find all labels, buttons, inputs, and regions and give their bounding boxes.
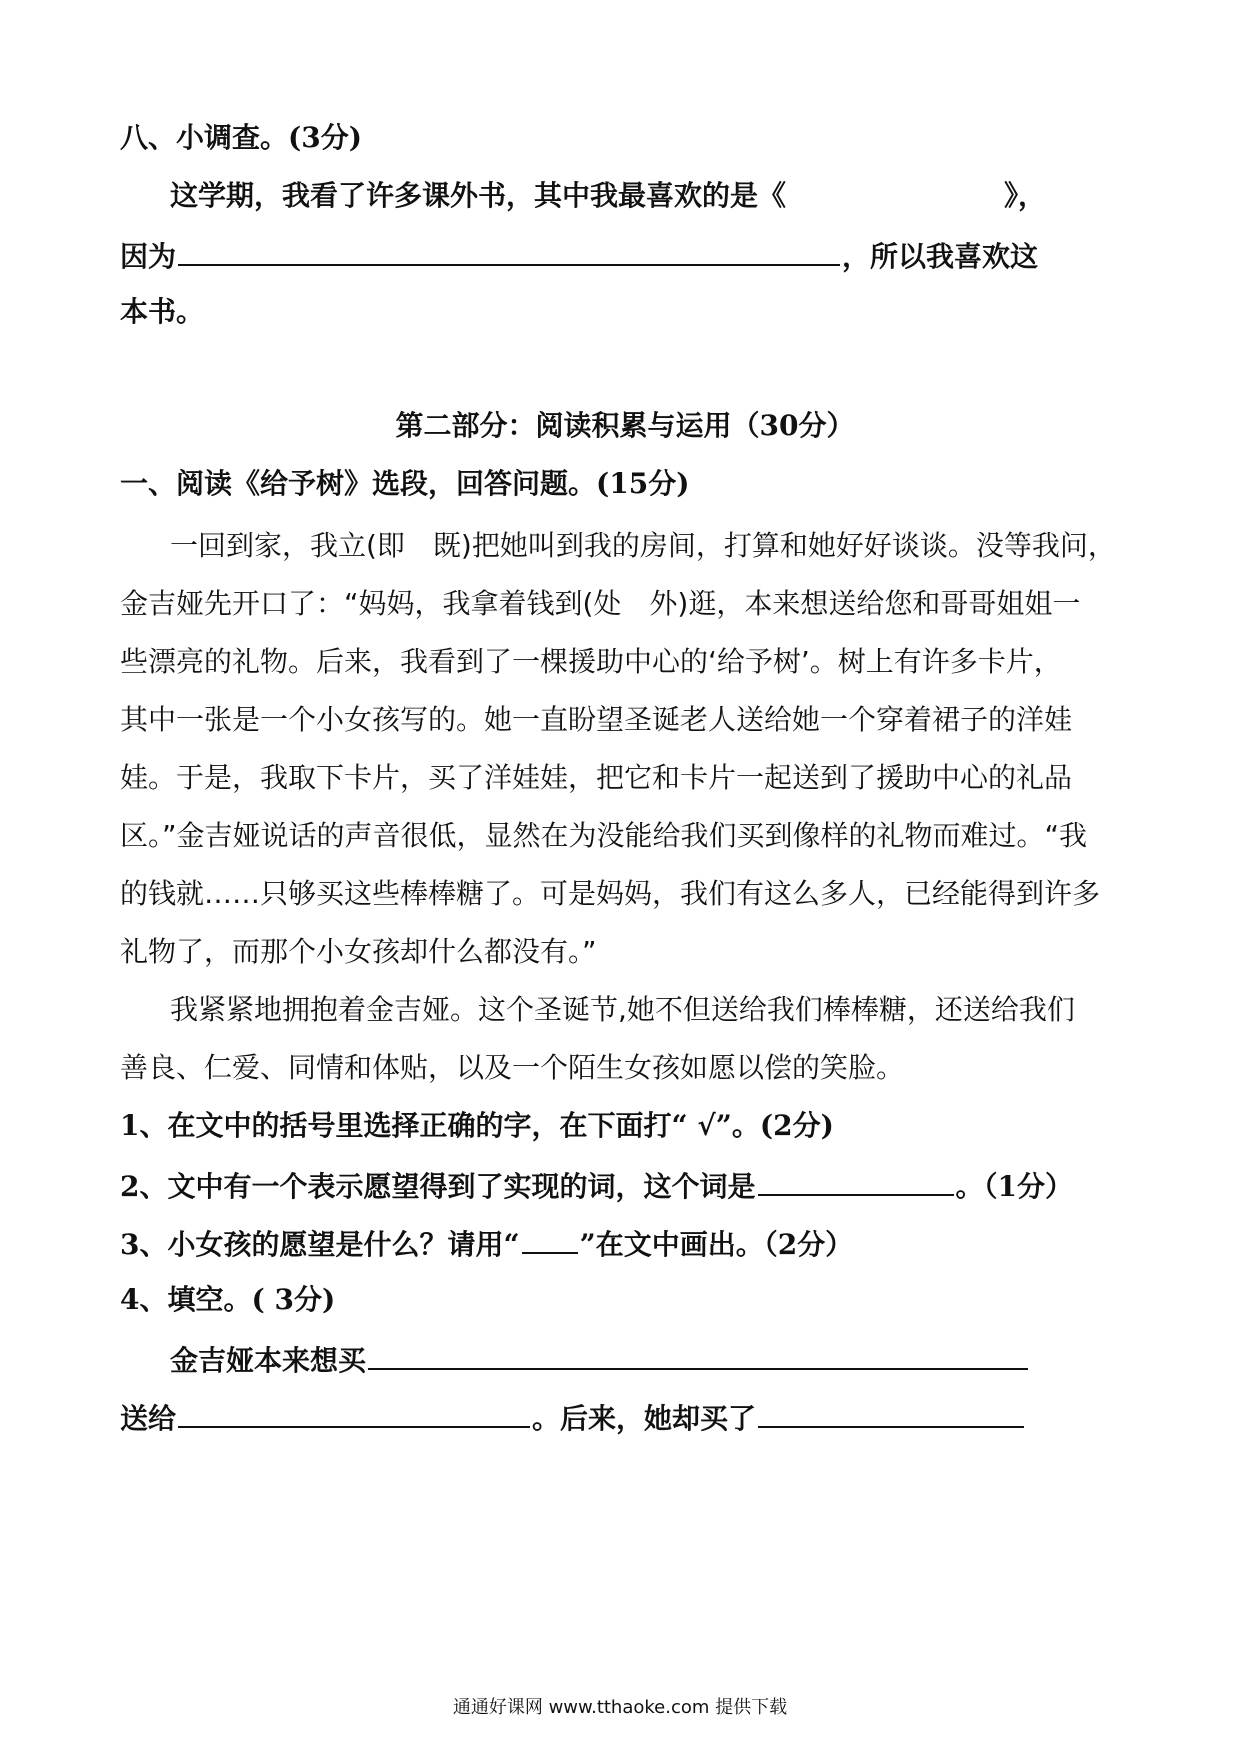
question-3-end: ”在文中画出。（2分） <box>579 1228 854 1261</box>
question-2 <box>120 1164 1130 1207</box>
give-to-blank[interactable] <box>178 1396 530 1428</box>
passage-line-6: 区。”金吉娅说话的声音很低，显然在为没能给我们买到像样的礼物而难过。“我 <box>120 819 1088 852</box>
question-3-underline-sample <box>522 1222 578 1254</box>
question-2-score: 。（1分） <box>955 1170 1073 1203</box>
passage-line-2: 金吉娅先开口了：“妈妈，我拿着钱到(处 外)逛，本来想送给您和哥哥姐姐一 <box>120 587 1081 620</box>
passage-line-3: 些漂亮的礼物。后来，我看到了一棵援助中心的‘给予树’。树上有许多卡片， <box>120 645 1062 678</box>
question-1: 1、在文中的括号里选择正确的字，在下面打“ √”。(2分) <box>120 1109 834 1142</box>
section8-line2 <box>120 234 1130 277</box>
question-2-blank[interactable] <box>758 1164 954 1196</box>
question-3 <box>120 1222 1130 1265</box>
section8-line1 <box>120 176 1130 216</box>
section8-heading: 八、小调查。(3分) <box>120 121 362 154</box>
page-footer: 通通好课网 www.tthaoke.com 提供下载 <box>452 1697 788 1718</box>
passage-line-1: 一回到家，我立(即 既)把她叫到我的房间，打算和她好好谈谈。没等我问， <box>170 529 1116 562</box>
question-4: 4、填空。( 3分) <box>120 1283 336 1316</box>
section8-line1-text: 这学期，我看了许多课外书，其中我最喜欢的是《 <box>170 179 787 212</box>
reason-blank[interactable] <box>178 234 840 266</box>
question-2-text: 2、文中有一个表示愿望得到了实现的词，这个词是 <box>120 1170 756 1203</box>
section8-line3: 本书。 <box>120 295 205 328</box>
passage-p2-line-1: 我紧紧地拥抱着金吉娅。这个圣诞节,她不但送给我们棒棒糖，还送给我们 <box>170 993 1075 1026</box>
actually-bought-blank[interactable] <box>758 1396 1024 1428</box>
wanted-to-buy-blank[interactable] <box>368 1338 1028 1370</box>
passage-line-7: 的钱就……只够买这些棒棒糖了。可是妈妈，我们有这么多人，已经能得到许多 <box>120 877 1101 910</box>
question-3-text: 3、小女孩的愿望是什么？请用“ <box>120 1228 520 1261</box>
because-label: 因为 <box>120 240 177 273</box>
section8-line1-end: 》， <box>1004 179 1047 212</box>
passage-p2-line-2: 善良、仁爱、同情和体贴，以及一个陌生女孩如愿以偿的笑脸。 <box>120 1051 905 1084</box>
question-4-line-1-text: 金吉娅本来想买 <box>170 1344 367 1377</box>
question-4-line-2 <box>120 1396 1130 1439</box>
reading-question-heading: 一、阅读《给予树》选段，回答问题。(15分) <box>120 467 690 500</box>
later-bought-text: 。后来，她却买了 <box>532 1402 757 1435</box>
section8-line2-end: ，所以我喜欢这 <box>842 240 1039 273</box>
passage-line-5: 娃。于是，我取下卡片，买了洋娃娃，把它和卡片一起送到了援助中心的礼品 <box>120 761 1073 794</box>
part2-title: 第二部分：阅读积累与运用（30分） <box>395 409 855 442</box>
give-to-label: 送给 <box>120 1402 177 1435</box>
question-4-line-1 <box>120 1338 1130 1381</box>
passage-line-8: 礼物了，而那个小女孩却什么都没有。” <box>120 935 597 968</box>
passage-line-4: 其中一张是一个小女孩写的。她一直盼望圣诞老人送给她一个穿着裙子的洋娃 <box>120 703 1073 736</box>
